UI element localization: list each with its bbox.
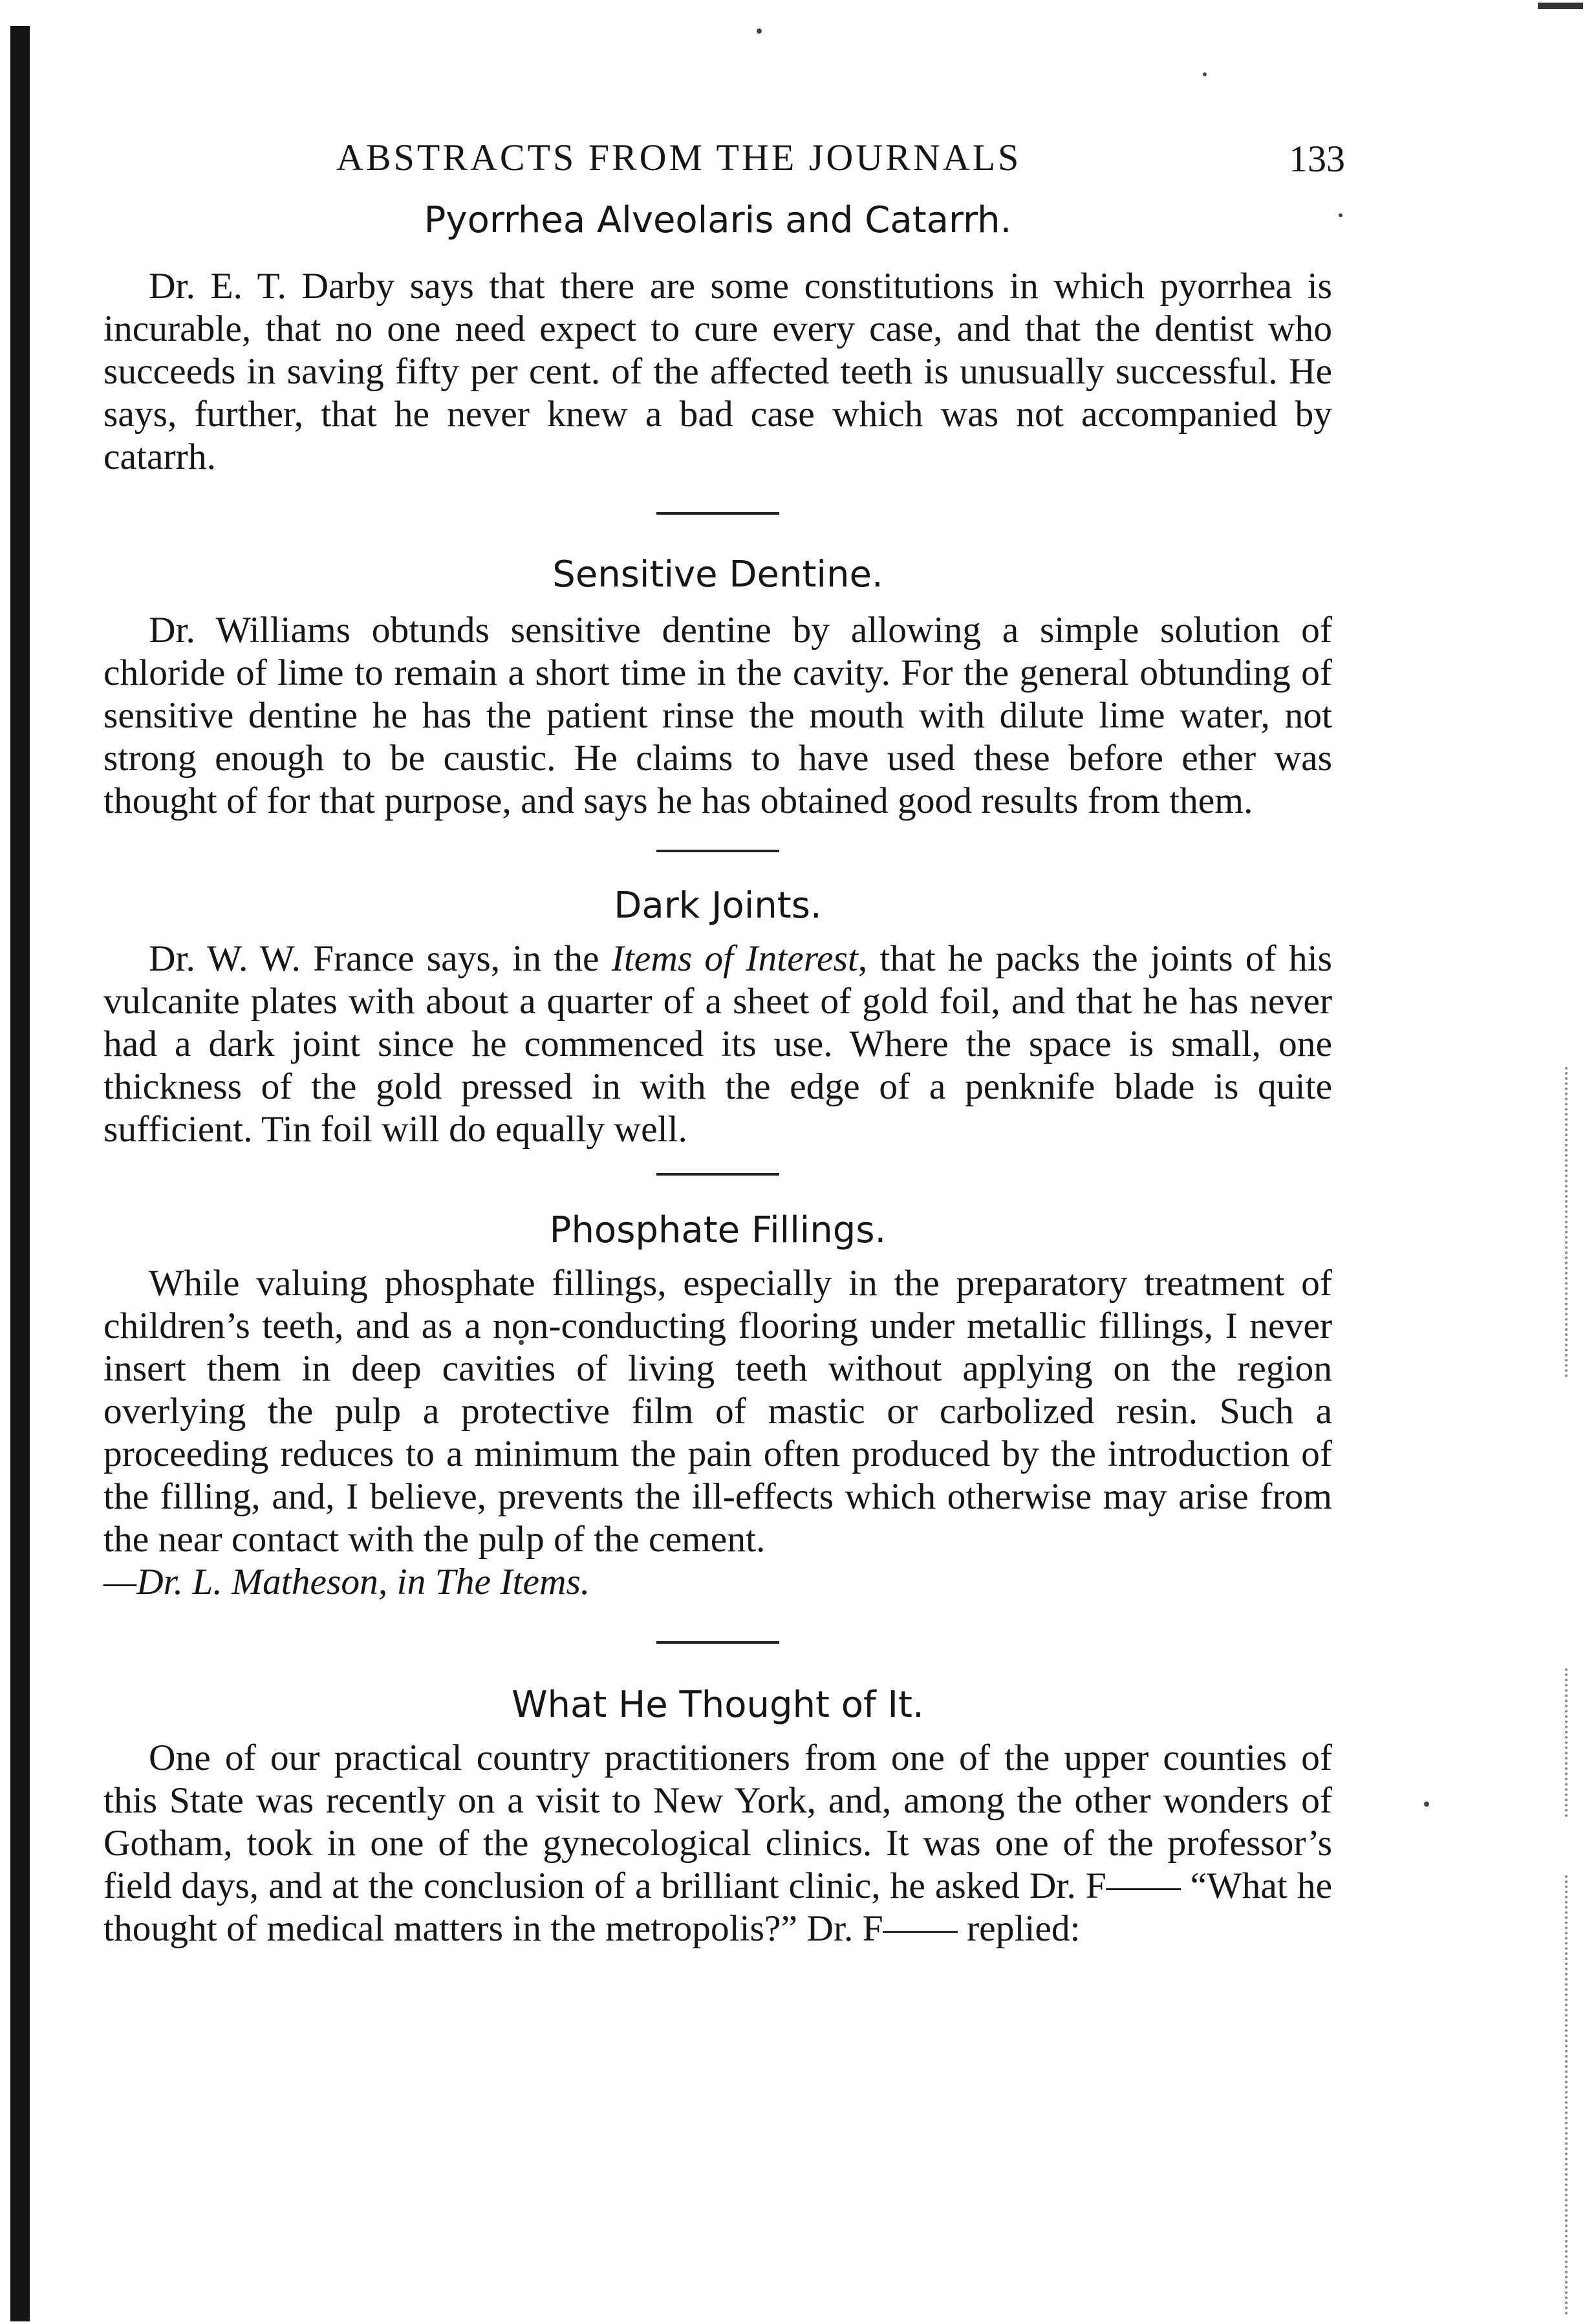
margin-dots xyxy=(1565,1668,1570,1817)
margin-dots xyxy=(1565,1875,1570,2315)
section-heading-phosphate-fillings: Phosphate Fillings. xyxy=(549,1209,887,1251)
running-title: ABSTRACTS FROM THE JOURNALS xyxy=(336,136,1022,178)
section-divider xyxy=(656,512,779,515)
scan-speck xyxy=(1203,72,1207,76)
scan-speck xyxy=(757,28,762,34)
section-divider xyxy=(656,1641,779,1644)
section-paragraph-phosphate-fillings: While valuing phosphate fillings, especially in the preparatory treatment of children’s teeth, and as a non-conducting flooring under metallic fillings, I never insert them in deep cavities of living teeth without applying on the region overlying the pulp a protective film of mastic or carbolized resin. Such a proceeding reduces to a minimum the pain often produced by the introduction of the filling, and, I believe, prevents the ill-effects which otherwise may arise from the near contact with the pulp of the cement. xyxy=(103,1263,1332,1560)
section-attribution: —Dr. L. Matheson, in The Items. xyxy=(103,1562,590,1602)
scan-corner-mark xyxy=(1538,3,1583,9)
section-heading-dark-joints: Dark Joints. xyxy=(614,885,822,927)
section-paragraph-what-he-thought: One of our practical country practitioners from one of the upper counties of this State was recently on a visit to New York, and, among the other wonders of Gotham, took in one of the gynecological clinics. It was one of the professor’s field days, and at the conclusion of a brilliant clinic, he asked Dr. F—— “What he thought of medical matters in the metropolis?” Dr. F—— replied: xyxy=(103,1738,1332,1949)
scan-speck xyxy=(1424,1802,1429,1807)
section-paragraph-sensitive-dentine: Dr. Williams obtunds sensitive dentine by allowing a simple solution of chloride of lime to remain a short time in the cavity. For the general obtunding of sensitive dentine he has the patient rinse the mouth with dilute lime water, not strong enough to be caustic. He claims to have used these before ether was thought of for that purpose, and says he has obtained good results from them. xyxy=(103,610,1332,821)
binding-edge xyxy=(10,26,30,2321)
section-heading-what-he-thought: What He Thought of It. xyxy=(512,1684,924,1726)
section-divider xyxy=(656,1173,779,1176)
section-heading-sensitive-dentine: Sensitive Dentine. xyxy=(552,554,883,596)
page xyxy=(103,123,1345,1950)
section-paragraph-pyorrhea: Dr. E. T. Darby says that there are some constitutions in which pyorrhea is incurable, that no one need expect to cure every case, and that the dentist who succeeds in saving fifty per cent. of the affected teeth is unusually successful. He says, further, that he never knew a bad case which was not accompanied by catarrh. xyxy=(103,266,1332,477)
paragraph-text-part: Dr. W. W. France says, in the xyxy=(149,938,612,979)
paragraph-text-part: , that he packs the joints of his vulcanite plates with about a quarter of a sheet of gold foil, and that he has never had a dark joint since he commenced its use. Where the space is small, one thickness of the gold pressed in with the edge of a penknife blade is quite sufficient. Tin foil will do equally well. xyxy=(103,938,1332,1150)
section-divider xyxy=(656,850,779,852)
section-paragraph-dark-joints xyxy=(103,938,1332,1151)
margin-dots xyxy=(1565,1067,1570,1377)
section-heading-pyorrhea: Pyorrhea Alveolaris and Catarrh. xyxy=(424,199,1012,241)
page-number: 133 xyxy=(1289,138,1345,180)
journal-title: Items of Interest xyxy=(611,938,858,979)
running-head xyxy=(103,123,1345,194)
scan-speck xyxy=(1339,213,1343,217)
